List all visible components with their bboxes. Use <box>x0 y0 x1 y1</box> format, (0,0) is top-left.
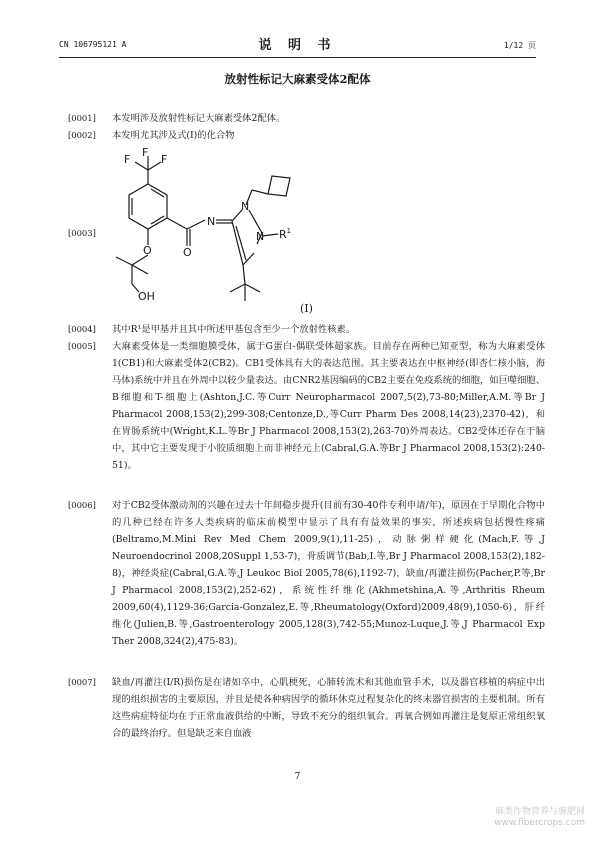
page-number: 7 <box>294 772 301 782</box>
ring-nitrogen-label: N <box>241 200 250 213</box>
paragraph-0005 <box>68 338 545 474</box>
document-title: 放射性标记大麻素受体2配体 <box>224 72 371 86</box>
paragraph-text: 大麻素受体是一类细胞膜受体，属于G蛋白-偶联受体超家族。目前存在两种已知亚型，称为大麻素受体1(CB1)和大麻素受体2(CB2)。CB1受体具有大的表达范围。其主要表达在中枢神经(即杏仁核小脑，海马体)系统中并且在外周中以较少量表达。由CNR2基因编码的CB2主要在免疫系统的细胞，如巨噬细胞、B细胞和T-细胞上(Ashton,J.C.等Curr Neuropharmacol 2007,5(2),73-80;Miller,A.M.等Br J Pharmacol 2008,153(2),299-308;Centonze,D.,等Curr Pharm Des 2008,14(23),2370-42)，和在胃肠系统中(Wright,K.L.等Br J Pharmacol 2008,153(2),263-70)外周表达。CB2受体还存在于脑中，其中它主要发现于小胶质细胞上而非神经元上(Cabral,G.A.等Br J Pharmacol 2008,153(2):240-51)。 <box>112 341 545 471</box>
paragraph-number: [0004] <box>68 324 96 334</box>
paragraph-text: 本发明尤其涉及式(I)的化合物 <box>112 130 235 141</box>
page-header <box>59 34 536 54</box>
ether-oxygen-label: O <box>143 244 152 257</box>
paragraph-0007 <box>68 674 545 742</box>
watermark-url: www.fibercrops.com <box>494 818 585 828</box>
paragraph-text: 本发明涉及放射性标记大麻素受体2配体。 <box>112 113 286 124</box>
hydroxyl-label: OH <box>138 290 155 303</box>
r1-label: $R^1$ <box>279 227 292 241</box>
fluorine-label: F <box>124 153 131 166</box>
paragraph-0003 <box>68 228 112 239</box>
paragraph-0002 <box>68 127 235 141</box>
carbonyl-oxygen-label: O <box>183 246 192 259</box>
imine-nitrogen-label: N <box>207 215 216 228</box>
structure-drawing <box>112 148 352 318</box>
header-divider <box>59 57 536 58</box>
paragraph-number: [0003] <box>68 228 96 238</box>
watermark <box>494 807 585 829</box>
formula-label: (I) <box>300 302 313 315</box>
ring-nitrogen-label: N <box>256 230 265 243</box>
paragraph-text: 对于CB2受体激动剂的兴趣在过去十年间稳步提升(目前有30-40件专利申请/年)，原因在于早期化合物中的几种已经在许多人类疾病的临床前模型中显示了具有有益效果的事实，所述疾病包括慢性疼痛(Beltramo,M.Mini Rev Med Chem 2009,9(1),11-25)，动脉粥样硬化(Mach,F.等,J Neuroendocrinol 2008,20Suppl 1,53-7)，骨质调节(Bab,I.等,Br J Pharmacol 2008,153(2),182-8)，神经炎症(Cabral,G.A.等,J Leukoc Biol 2005,78(6),1192-7)，缺血/再灌注损伤(Pacher,P.等,Br J Pharmacol 2008,153(2),252-62)，系统性纤维化(Akhmetshina,A.等,Arthritis Rheum 2009,60(4),1129-36;Garcia-Gonzalez,E.等,Rheumatology(Oxford)2009,48(9),1050-6)，肝纤维化(Julien,B.等,Gastroenterology 2005,128(3),742-55;Munoz-Luque,J.等,J Pharmacol Exp Ther 2008,324(2),475-83)。 <box>112 500 545 647</box>
paragraph-number: [0001] <box>68 113 96 123</box>
paragraph-0004 <box>68 321 355 335</box>
paragraph-0006 <box>68 497 545 650</box>
fluorine-label: F <box>142 148 149 159</box>
paragraph-number: [0002] <box>68 130 96 140</box>
paragraph-text: 缺血/再灌注(I/R)损伤是在诸如卒中，心肌梗死，心肺转流术和其他血管手术，以及器官移植的病症中出现的组织损害的主要原因，并且是使各种病因学的循环休克过程复杂化的终末器官损害的主要机制。所有这些病症特征均在于正常血液供给的中断，导致不充分的组织氧合。再氧合例如再灌注是复原正常组织氧合的最终治疗。但是缺乏来自血液 <box>112 677 545 739</box>
paragraph-number: [0006] <box>68 500 96 510</box>
fluorine-label: F <box>161 153 168 166</box>
document-type: 说 明 书 <box>258 38 337 53</box>
paragraph-number: [0005] <box>68 341 96 351</box>
paragraph-text: 其中R¹是甲基并且其中所述甲基包含至少一个放射性核素。 <box>112 324 356 335</box>
page-indicator: 1/12 页 <box>503 41 536 50</box>
paragraph-number: [0007] <box>68 677 96 687</box>
chemical-structure <box>112 148 352 318</box>
paragraph-0001 <box>68 110 285 124</box>
watermark-site-name: 麻类作物营养与施肥网 <box>494 807 585 817</box>
patent-number: CN 106795121 A <box>59 40 127 49</box>
